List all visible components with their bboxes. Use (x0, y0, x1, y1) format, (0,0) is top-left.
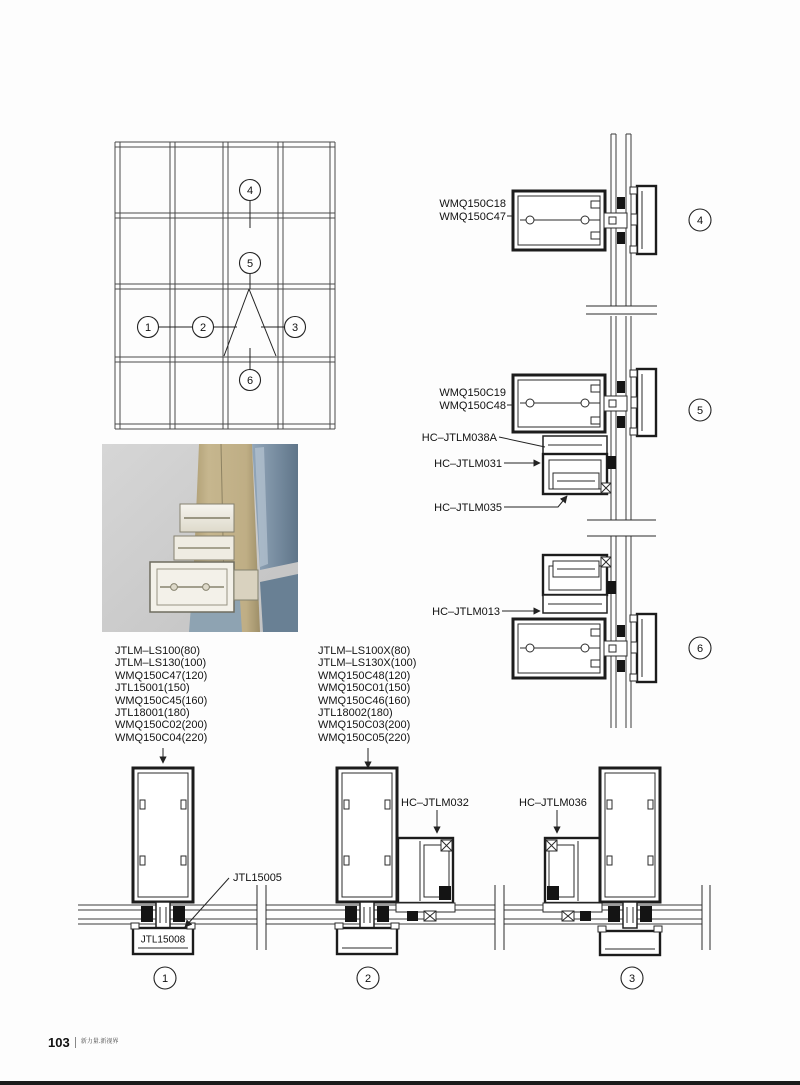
callout-detail-4 (689, 209, 711, 231)
detail-3-section (519, 768, 662, 989)
callout-1-label: 1 (144, 321, 152, 334)
callout-detail-3 (621, 967, 643, 989)
footer-divider (75, 1037, 76, 1048)
detail-4-section (439, 186, 711, 254)
part-list-item: WMQ150C46(160) (318, 694, 411, 707)
elevation-mullions (115, 142, 335, 429)
detail-3-vent-frame (543, 838, 602, 921)
bottom-bar (0, 1081, 800, 1085)
callout-2-label: 2 (199, 321, 207, 334)
callout-4 (240, 180, 261, 201)
detail-5-part-label: WMQ150C48 (439, 400, 506, 412)
callout-1 (138, 317, 159, 338)
detail-4-part-label: WMQ150C47 (439, 211, 506, 223)
part-list-item: JTLM–LS130(100) (115, 657, 207, 670)
detail-3-part-label: HC–JTLM036 (519, 797, 587, 809)
part-list-item: WMQ150C48(120) (318, 669, 411, 682)
part-list-item: JTLM–LS100(80) (115, 645, 200, 657)
detail-6-section (432, 555, 711, 682)
callout-detail-3-label: 3 (628, 972, 636, 985)
page-footer (48, 1036, 118, 1049)
callout-5-label: 5 (246, 257, 254, 270)
part-list-item: JTL18002(180) (318, 707, 393, 720)
detail-2-vent-frame (396, 838, 455, 921)
detail-6-vent-frame (543, 555, 616, 613)
window-opening-symbol (224, 289, 276, 356)
callout-detail-6 (689, 637, 711, 659)
callout-6-label: 6 (246, 374, 254, 387)
detail-2-section (335, 748, 469, 989)
callout-detail-2 (357, 967, 379, 989)
detail-2-part-label: HC–JTLM032 (401, 797, 469, 809)
callout-4-label: 4 (246, 184, 254, 197)
callout-detail-2-label: 2 (364, 972, 372, 985)
callout-2 (193, 317, 214, 338)
callout-detail-5 (689, 399, 711, 421)
footer-tagline: 新力量.新视界 (80, 1039, 119, 1045)
callout-3 (285, 317, 306, 338)
callout-detail-1-label: 1 (161, 972, 169, 985)
part-list-item: JTLM–LS130X(100) (318, 657, 417, 670)
part-list-item: WMQ150C02(200) (115, 719, 208, 732)
detail-1-cover-label: JTL15008 (140, 934, 186, 946)
detail-5-vent-frame (543, 436, 616, 494)
callout-detail-5-label: 5 (696, 404, 704, 417)
elevation-grid (115, 142, 335, 429)
detail-5-part-label: WMQ150C19 (439, 387, 506, 399)
detail-5-section (422, 369, 711, 514)
part-list-item: WMQ150C03(200) (318, 719, 411, 732)
callout-6 (240, 370, 261, 391)
part-list-item: JTL15001(150) (115, 682, 190, 695)
callout-detail-6-label: 6 (696, 642, 704, 655)
part-list-item: WMQ150C05(220) (318, 731, 411, 744)
part-list-item: JTLM–LS100X(80) (318, 645, 411, 657)
detail-4-part-label: WMQ150C18 (439, 198, 506, 210)
detail-5-part-label: HC–JTLM031 (434, 458, 502, 470)
page-number: 103 (48, 1035, 70, 1050)
callout-3-label: 3 (291, 321, 299, 334)
detail-1-section (131, 748, 282, 989)
part-list-item: WMQ150C01(150) (318, 682, 411, 695)
part-list-item: JTL18001(180) (115, 707, 190, 720)
detail-5-part-label: HC–JTLM035 (434, 502, 502, 514)
callout-detail-1 (154, 967, 176, 989)
detail-5-part-label: HC–JTLM038A (421, 432, 497, 444)
callout-detail-4-label: 4 (696, 214, 704, 227)
detail-6-part-label: HC–JTLM013 (432, 606, 500, 618)
callout-5 (240, 253, 261, 274)
part-list-item: WMQ150C47(120) (115, 669, 208, 682)
part-list-item: WMQ150C04(220) (115, 731, 208, 744)
detail-1-part-label: JTL15005 (233, 872, 282, 884)
part-list-item: WMQ150C45(160) (115, 694, 208, 707)
